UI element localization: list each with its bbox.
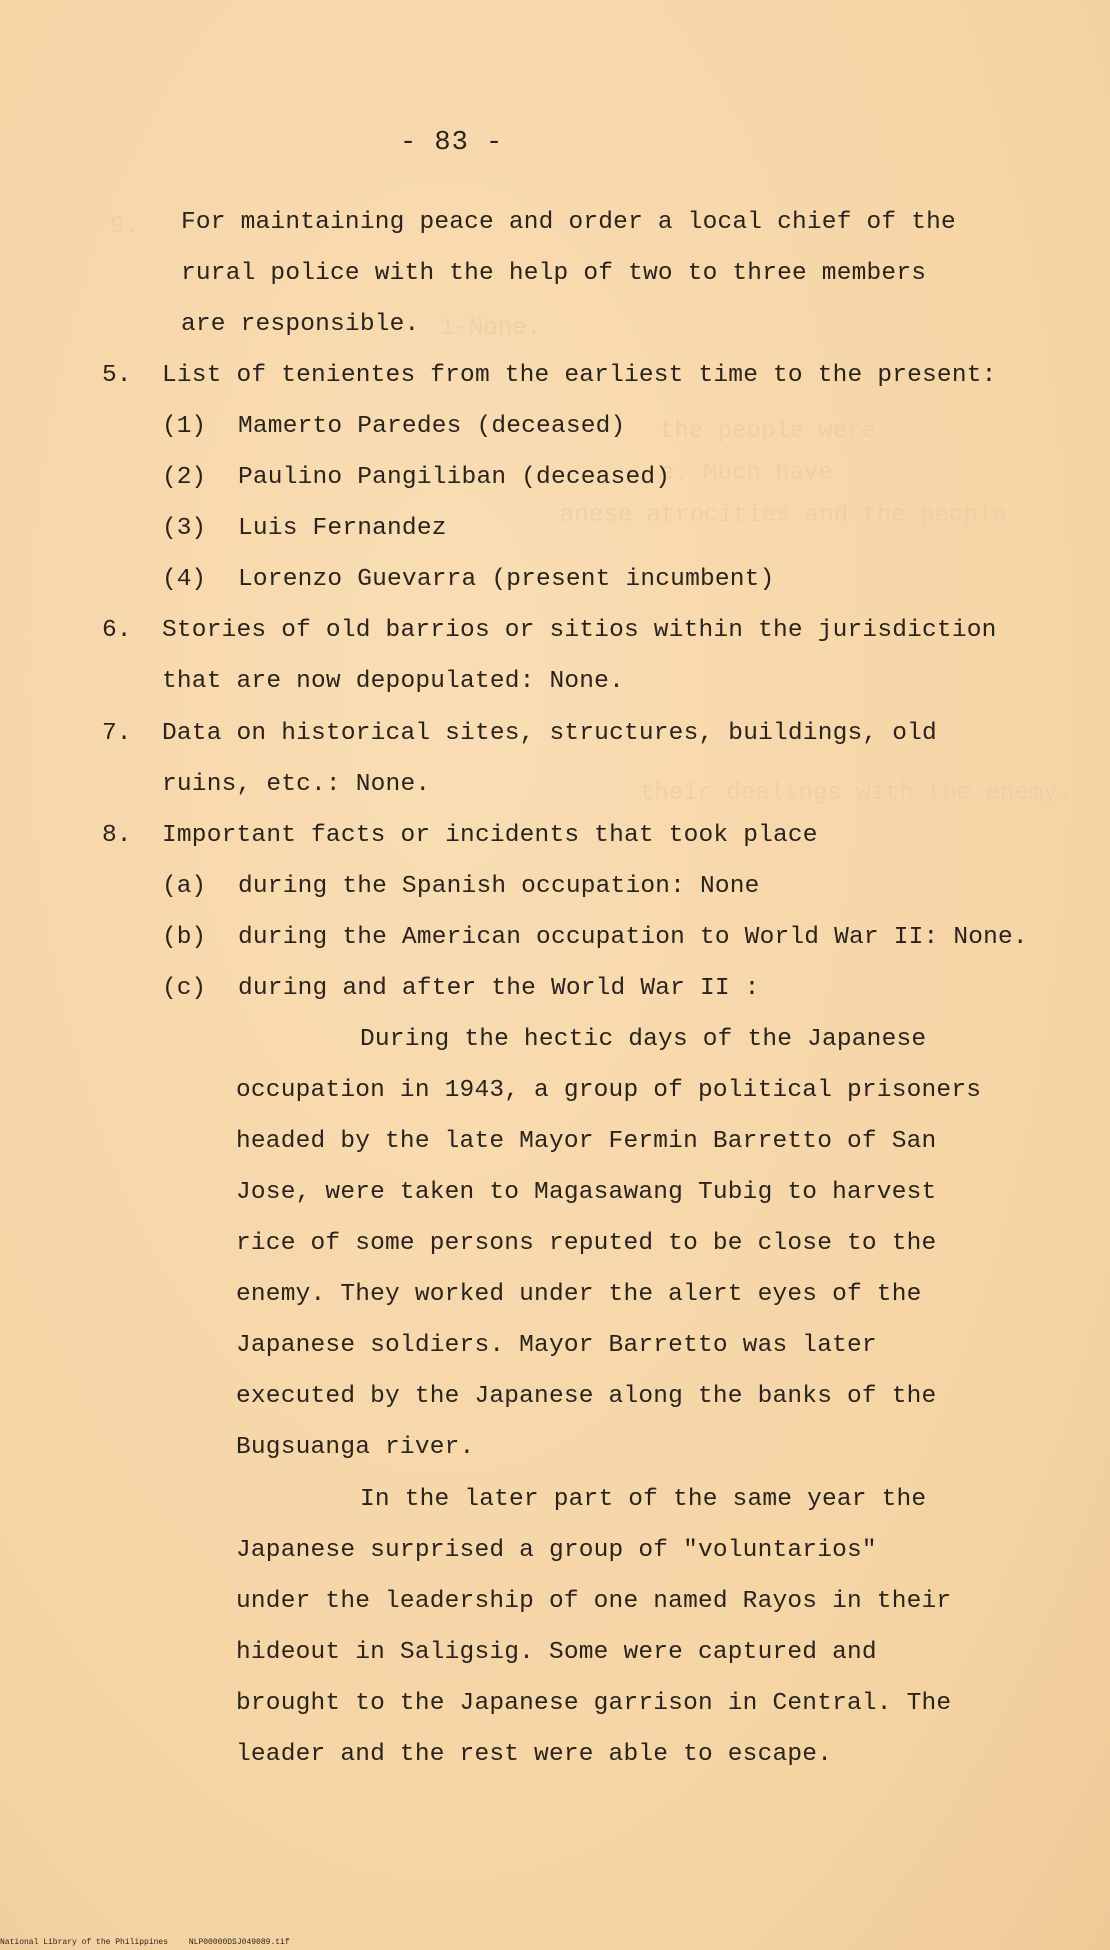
list-item-number: (1) [162, 413, 207, 440]
paragraph-line: Japanese soldiers. Mayor Barretto was later [236, 1332, 877, 1359]
scan-footer [0, 1938, 306, 1947]
paragraph-line: Japanese surprised a group of "voluntarios" [236, 1537, 877, 1564]
item-number: 5. [102, 362, 132, 389]
page-number: - 83 - [400, 128, 504, 158]
paragraph-line: leader and the rest were able to escape. [236, 1741, 833, 1768]
item-text: that are now depopulated: None. [162, 668, 624, 695]
item-text: ruins, etc.: None. [162, 771, 431, 798]
paragraph-line: Jose, were taken to Magasawang Tubig to harvest [236, 1179, 937, 1206]
paragraph-line: occupation in 1943, a group of political prisoners [236, 1077, 982, 1104]
paragraph-line: rice of some persons reputed to be close to the [236, 1230, 937, 1257]
bleed-through-mark: their dealings with the enemy. [640, 780, 1073, 807]
item-text: Stories of old barrios or sitios within the jurisdiction [162, 617, 997, 644]
sub-item-number: (a) [162, 873, 207, 900]
sub-item: during and after the World War II : [238, 975, 760, 1002]
paragraph-line: During the hectic days of the Japanese [360, 1026, 927, 1053]
text-line: rural police with the help of two to three members [181, 260, 927, 287]
text-line: For maintaining peace and order a local chief of the [181, 209, 956, 236]
list-item: Lorenzo Guevarra (present incumbent) [238, 566, 775, 593]
list-item-number: (4) [162, 566, 207, 593]
bleed-through-mark: 9. [110, 213, 139, 240]
list-item-number: (2) [162, 464, 207, 491]
bleed-through-mark: 1-None. [440, 315, 541, 342]
sub-item: during the American occupation to World War II: None. [238, 924, 1028, 951]
paragraph-line: Bugsuanga river. [236, 1434, 475, 1461]
sub-item: during the Spanish occupation: None [238, 873, 760, 900]
bleed-through-mark: anese atrocities and the people [560, 502, 1007, 529]
text-line: are responsible. [181, 311, 420, 338]
file-name: NLP00000DSJ049089.tif [188, 1938, 290, 1947]
paragraph-line: enemy. They worked under the alert eyes of the [236, 1281, 922, 1308]
list-item: Paulino Pangiliban (deceased) [238, 464, 671, 491]
list-item: Luis Fernandez [238, 515, 447, 542]
sub-item-number: (b) [162, 924, 207, 951]
list-item-number: (3) [162, 515, 207, 542]
item-number: 6. [102, 617, 132, 644]
item-number: 7. [102, 720, 132, 747]
sub-item-number: (c) [162, 975, 207, 1002]
bleed-through-mark: the people were [660, 418, 877, 445]
paragraph-line: In the later part of the same year the [360, 1486, 927, 1513]
paragraph-line: brought to the Japanese garrison in Central. The [236, 1690, 952, 1717]
paragraph-line: executed by the Japanese along the banks of the [236, 1383, 937, 1410]
list-item: Mamerto Paredes (deceased) [238, 413, 626, 440]
library-name: National Library of the Philippines [0, 1938, 169, 1947]
paragraph-line: under the leadership of one named Rayos in their [236, 1588, 952, 1615]
item-number: 8. [102, 822, 132, 849]
paragraph-line: hideout in Saligsig. Some were captured and [236, 1639, 877, 1666]
item-heading: List of tenientes from the earliest time to the present: [162, 362, 997, 389]
item-text: Data on historical sites, structures, buildings, old [162, 720, 937, 747]
bleed-through-mark: e. Much have [660, 460, 833, 487]
item-heading: Important facts or incidents that took place [162, 822, 818, 849]
paragraph-line: headed by the late Mayor Fermin Barretto of San [236, 1128, 937, 1155]
